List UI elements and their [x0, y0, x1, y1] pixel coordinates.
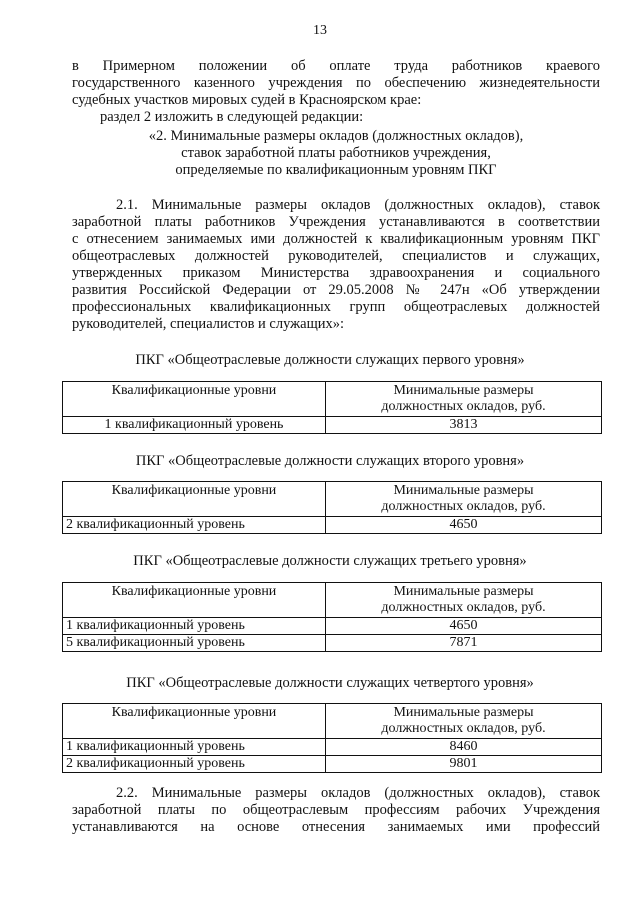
header-line: должностных окладов, руб.	[381, 499, 546, 514]
para-line: профессиональных квалификационных групп общеотраслевых должностей	[72, 299, 600, 315]
header-min-salary	[326, 382, 602, 417]
level-cell: 5 квалификационный уровень	[63, 635, 326, 652]
value-cell: 7871	[326, 635, 602, 652]
salary-table-level-4	[62, 703, 602, 773]
table-row	[63, 517, 602, 534]
salary-table-level-3	[62, 582, 602, 652]
header-levels: Квалификационные уровни	[63, 482, 326, 517]
table-row	[63, 417, 602, 434]
header-min-salary	[326, 704, 602, 739]
table-header-row	[63, 704, 602, 739]
value-cell: 3813	[326, 417, 602, 434]
para-line: развития Российской Федерации от 29.05.2008 № 247н «Об утверждении	[72, 282, 600, 298]
header-line: Минимальные размеры	[393, 584, 534, 599]
header-levels: Квалификационные уровни	[63, 382, 326, 417]
heading-line: ставок заработной платы работников учреждения,	[181, 145, 491, 161]
value-cell: 8460	[326, 739, 602, 756]
table-caption: ПКГ «Общеотраслевые должности служащих второго уровня»	[135, 453, 525, 469]
table-row	[63, 618, 602, 635]
paragraph-2-2	[72, 785, 600, 836]
table-row	[63, 739, 602, 756]
heading-line: «2. Минимальные размеры окладов (должностных окладов),	[148, 128, 524, 144]
header-min-salary	[326, 583, 602, 618]
table-row	[63, 756, 602, 773]
para-line: устанавливаются на основе отнесения занимаемых ими профессий	[72, 819, 600, 835]
level-cell: 1 квалификационный уровень	[63, 739, 326, 756]
para-line: общеотраслевых должностей руководителей, специалистов и служащих,	[72, 248, 600, 264]
section-heading	[72, 128, 600, 179]
header-line: должностных окладов, руб.	[381, 600, 546, 615]
table-row	[63, 635, 602, 652]
value-cell: 9801	[326, 756, 602, 773]
table-header-row	[63, 382, 602, 417]
header-levels: Квалификационные уровни	[63, 704, 326, 739]
level-cell: 1 квалификационный уровень	[63, 417, 326, 434]
intro-line: в Примерном положении об оплате труда работников краевого	[72, 58, 600, 74]
table-caption: ПКГ «Общеотраслевые должности служащих третьего уровня»	[133, 553, 527, 569]
para-line: с отнесением занимаемых ими должностей к квалификационным уровням ПКГ	[72, 231, 600, 247]
salary-table-level-1	[62, 381, 602, 434]
header-line: Минимальные размеры	[393, 705, 534, 720]
intro-line: государственного казенного учреждения по обеспечению жизнедеятельности	[72, 75, 600, 91]
heading-line: определяемые по квалификационным уровням ПКГ	[175, 162, 497, 178]
header-min-salary	[326, 482, 602, 517]
header-line: Минимальные размеры	[393, 383, 534, 398]
table-header-row	[63, 583, 602, 618]
table-header-row	[63, 482, 602, 517]
level-cell: 2 квалификационный уровень	[63, 517, 326, 534]
header-line: должностных окладов, руб.	[381, 721, 546, 736]
para-line: заработной платы по общеотраслевым профессиям рабочих Учреждения	[72, 802, 600, 818]
value-cell: 4650	[326, 618, 602, 635]
intro-line: судебных участков мировых судей в Красноярском крае:	[72, 92, 422, 108]
page-number: 13	[313, 23, 327, 38]
value-cell: 4650	[326, 517, 602, 534]
para-line: 2.1. Минимальные размеры окладов (должностных окладов), ставок	[116, 197, 600, 213]
para-line: заработной платы работников Учреждения устанавливаются в соответствии	[72, 214, 600, 230]
header-line: Минимальные размеры	[393, 483, 534, 498]
intro-line: раздел 2 изложить в следующей редакции:	[100, 109, 364, 125]
level-cell: 1 квалификационный уровень	[63, 618, 326, 635]
para-line: утвержденных приказом Министерства здравоохранения и социального	[72, 265, 600, 281]
header-line: должностных окладов, руб.	[381, 399, 546, 414]
paragraph-2-1	[72, 197, 600, 333]
table-caption: ПКГ «Общеотраслевые должности служащих первого уровня»	[135, 352, 525, 368]
salary-table-level-2	[62, 481, 602, 534]
para-line: 2.2. Минимальные размеры окладов (должностных окладов), ставок	[116, 785, 600, 801]
header-levels: Квалификационные уровни	[63, 583, 326, 618]
table-caption: ПКГ «Общеотраслевые должности служащих четвертого уровня»	[126, 675, 534, 691]
level-cell: 2 квалификационный уровень	[63, 756, 326, 773]
para-line: руководителей, специалистов и служащих»:	[72, 316, 345, 332]
intro-paragraph	[72, 58, 600, 126]
